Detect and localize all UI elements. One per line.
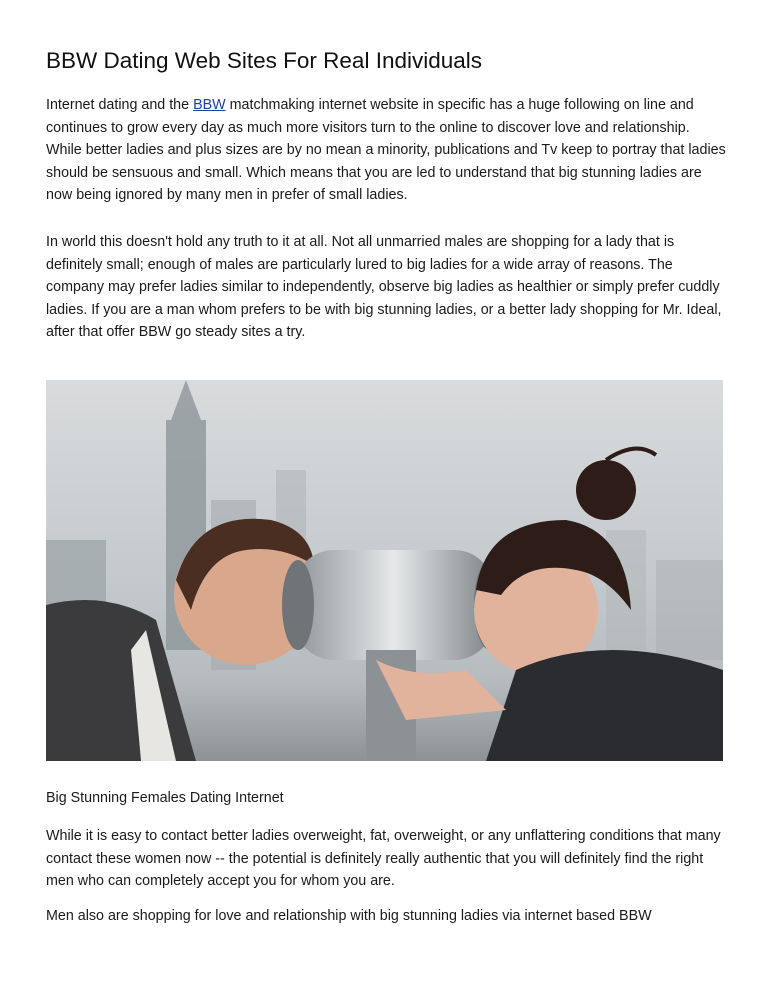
bbw-link[interactable]: BBW bbox=[193, 97, 226, 113]
intro-paragraph bbox=[46, 94, 726, 207]
body-paragraph-3: While it is easy to contact better ladies overweight, fat, overweight, or any unflattering conditions that many contact these women now -- the potential is definitely really authentic that you will definitely find the right men who can completely accept you for whom you are. bbox=[46, 828, 721, 890]
body-paragraph-4: Men also are shopping for love and relationship with big stunning ladies via internet based BBW bbox=[46, 908, 652, 924]
body-paragraph-2: In world this doesn't hold any truth to it at all. Not all unmarried males are shopping for a lady that is definitely small; enough of males are particularly lured to big ladies for a wide array of reasons. The company may prefer ladies similar to independently, observe big ladies as healthier or simply prefer cuddly ladies. If you are a man whom prefers to be with big stunning ladies, or a better lady shopping for Mr. Ideal, after that offer BBW go steady sites a try. bbox=[46, 234, 722, 341]
intro-text-start: Internet dating and the bbox=[46, 97, 194, 113]
section-subheading: Big Stunning Females Dating Internet bbox=[46, 790, 284, 806]
page-title: BBW Dating Web Sites For Real Individuals bbox=[46, 48, 483, 73]
intro-text-end: matchmaking internet website in specific has a huge following on line and continues to grow every day as much more visitors turn to the online to discover love and relationship. While better ladies and plus sizes are by no mean a minority, publications and Tv keep to portray that ladies should be sensuous and small. Which means that you are led to understand that big stunning ladies are now being ignored by many men in prefer of small ladies. bbox=[46, 97, 726, 204]
couple-binoculars-photo bbox=[46, 380, 723, 761]
